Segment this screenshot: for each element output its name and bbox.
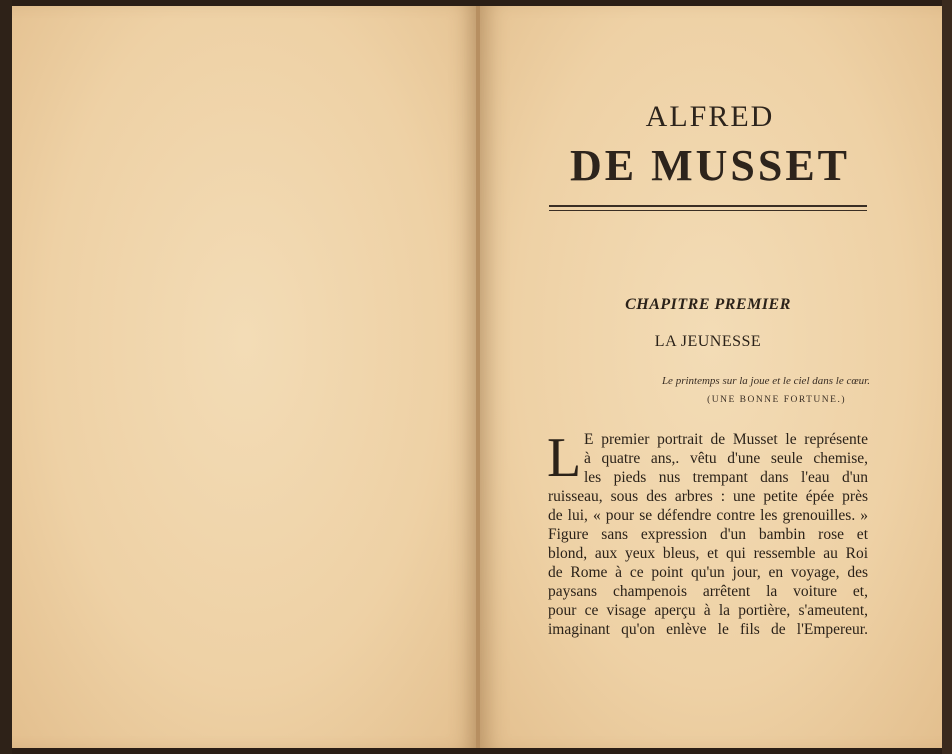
body-line: imaginant qu'on enlève le fils de l'Empereur. [548,621,868,638]
body-line: de Rome à ce point qu'un jour, en voyage, des [548,564,868,581]
left-page [12,6,478,748]
drop-capital: L [547,427,582,489]
title-rule-thick [549,205,867,207]
author-last-name: DE MUSSET [569,141,851,190]
chapter-subtitle: LA JEUNESSE [654,333,762,350]
body-line: Figure sans expression d'un bambin rose et [548,526,868,543]
body-line: les pieds nus trempant dans l'eau d'un [584,469,868,486]
body-line: blond, aux yeux bleus, et qui ressemble au Roi [548,545,868,562]
chapter-heading: CHAPITRE PREMIER [625,296,791,313]
book-cover-edge-left [0,0,12,754]
title-rule-thin [549,210,867,211]
body-line: E premier portrait de Musset le représente [584,431,868,448]
epigraph-source: (UNE BONNE FORTUNE.) [707,395,846,405]
body-line: paysans champenois arrêtent la voiture et, [548,583,868,600]
body-line: de lui, « pour se défendre contre les grenouilles. » [548,507,868,524]
body-line: ruisseau, sous des arbres : une petite épée près [548,488,868,505]
body-line: pour ce visage aperçu à la portière, s'ameutent, [548,602,868,619]
epigraph-quote: Le printemps sur la joue et le ciel dans le cœur. [661,375,870,387]
author-first-name: ALFRED [645,100,775,133]
book-cover-edge-right [942,0,952,754]
body-line: à quatre ans,. vêtu d'une seule chemise, [584,450,868,467]
